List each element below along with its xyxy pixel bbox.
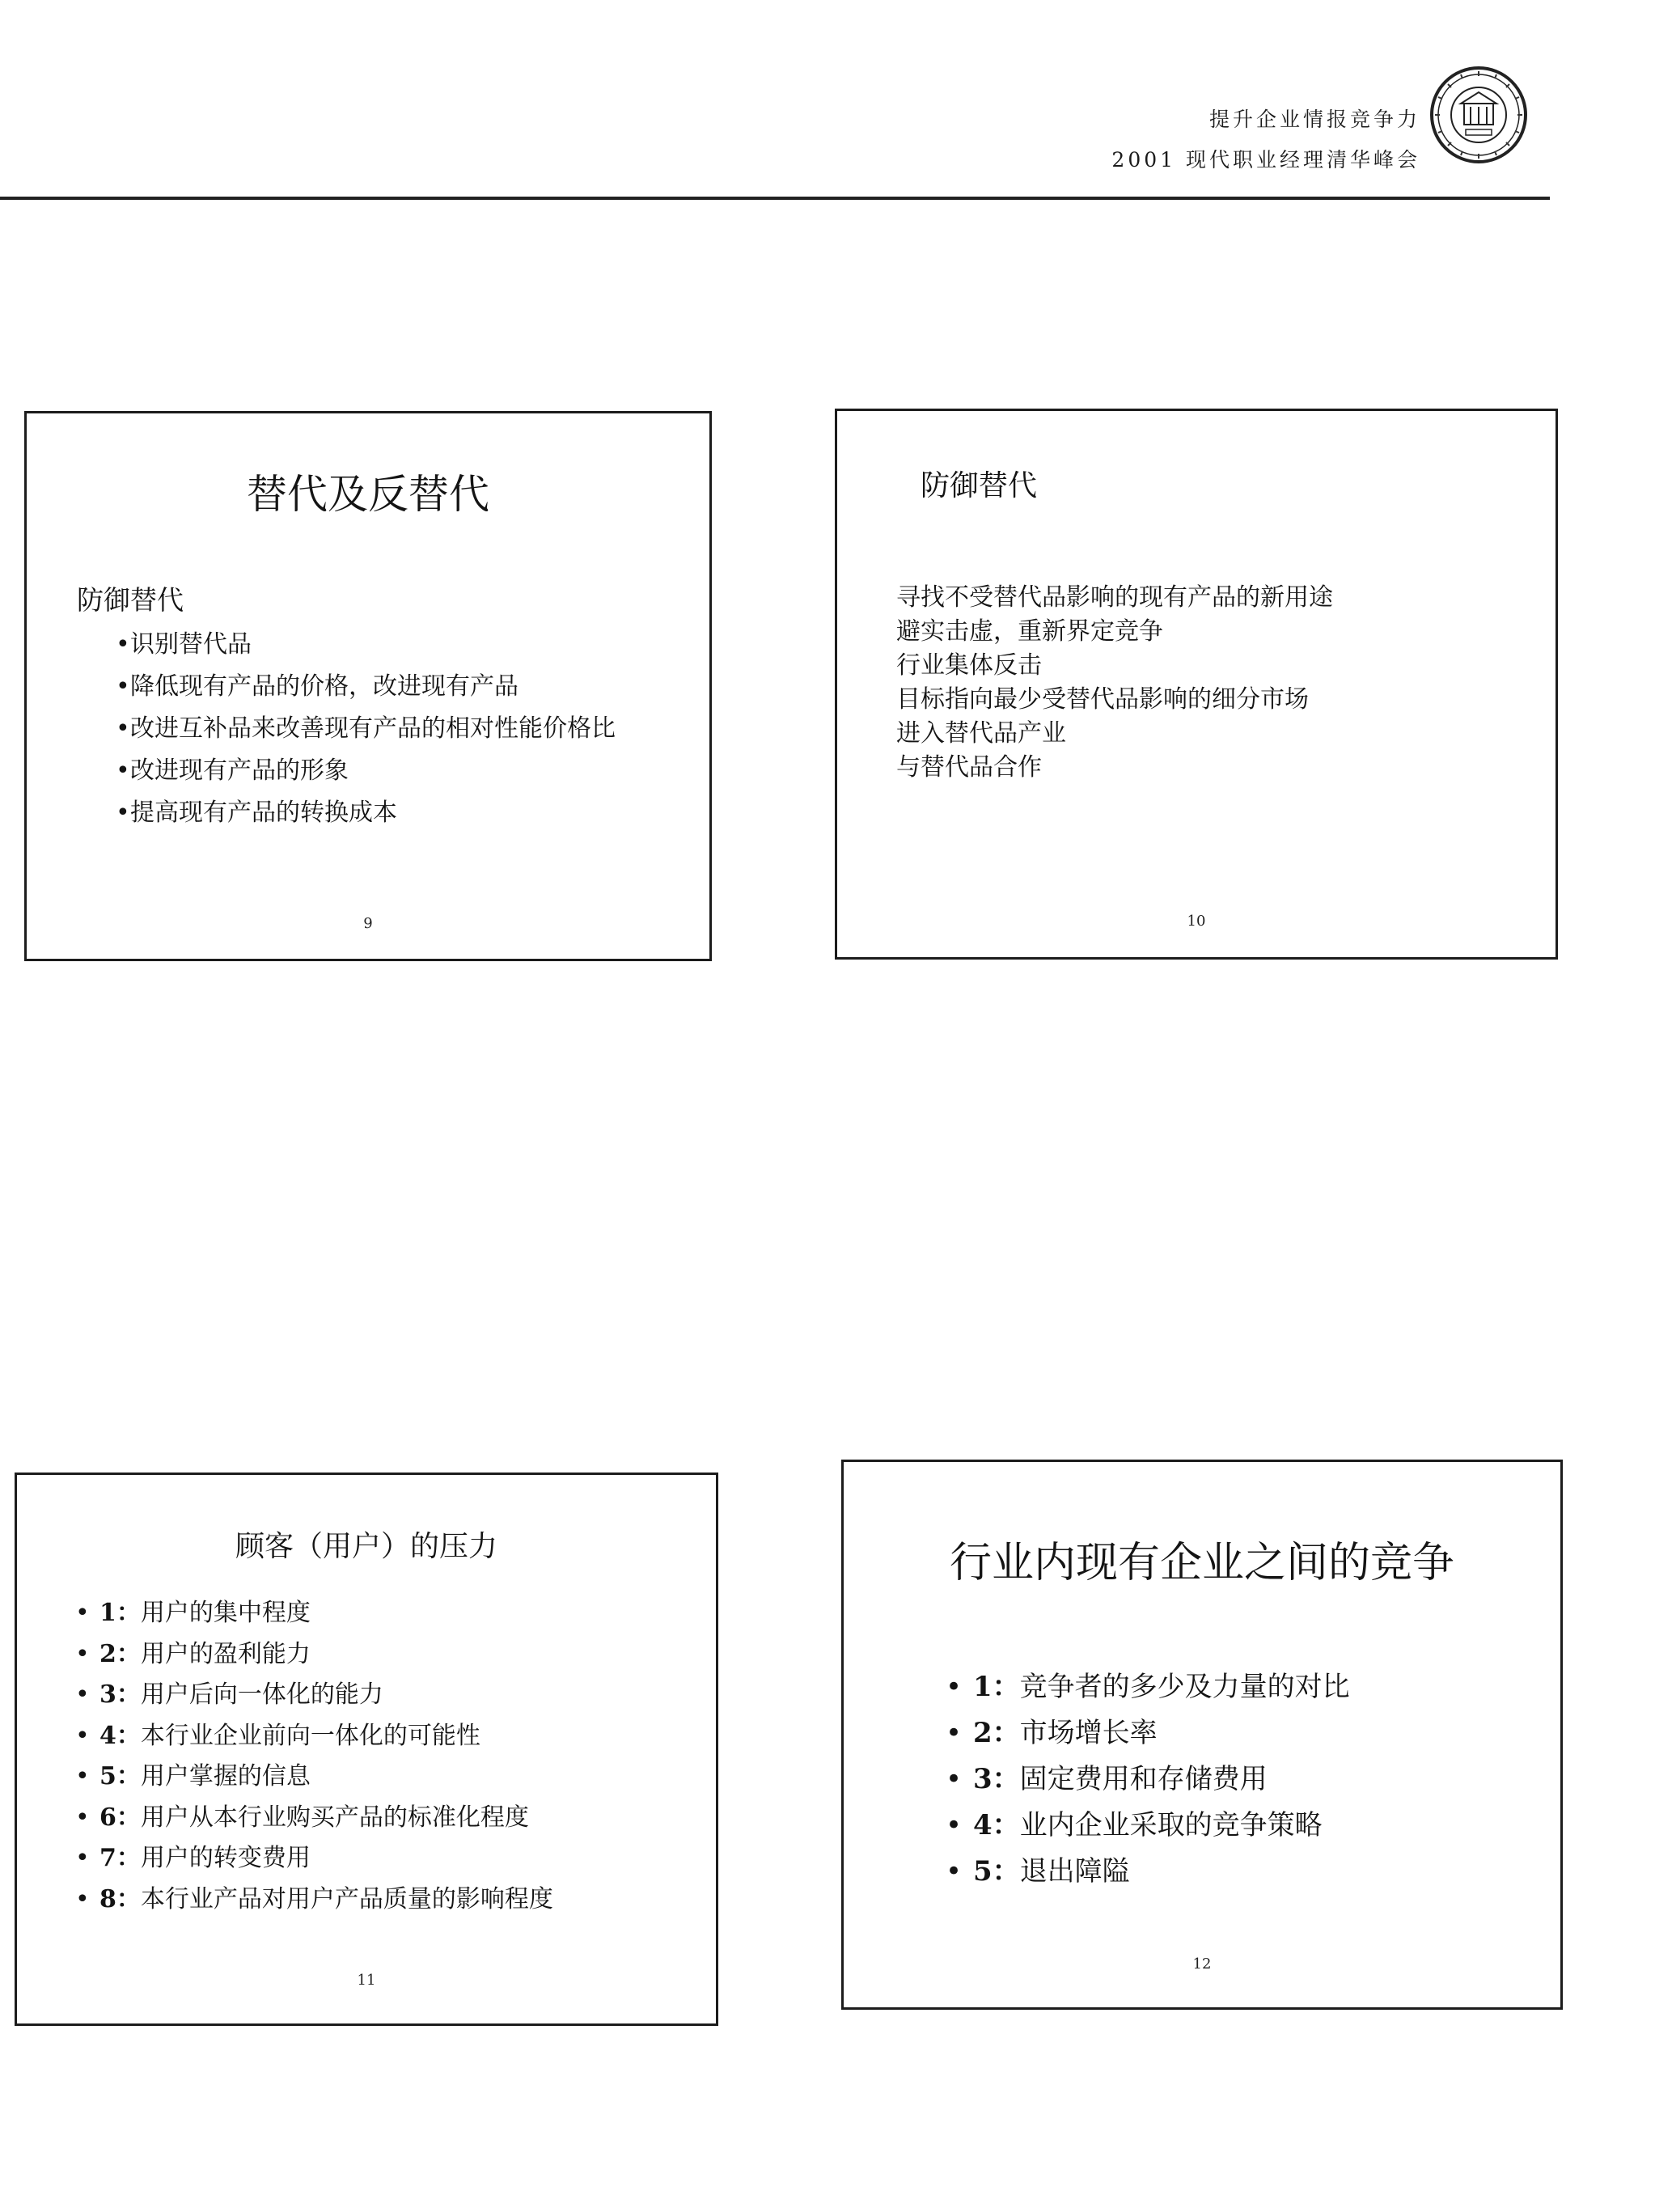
slide-number: 12 bbox=[1192, 1956, 1212, 1973]
slide-number: 11 bbox=[357, 1972, 376, 1989]
slide-number: 9 bbox=[363, 915, 373, 932]
list-item: • 2：用户的盈利能力 bbox=[75, 1639, 311, 1668]
slide-10 bbox=[835, 409, 1558, 960]
list-item: • 1：用户的集中程度 bbox=[75, 1599, 311, 1627]
numbered-list bbox=[75, 1593, 553, 1920]
list-item: •提高现有产品的转换成本 bbox=[116, 799, 397, 827]
list-item: • 5：用户掌握的信息 bbox=[75, 1762, 311, 1790]
header-divider bbox=[0, 197, 1550, 200]
list-item: •改进互补品来改善现有产品的相对性能价格比 bbox=[116, 714, 616, 743]
slide-heading: 防御替代 bbox=[77, 584, 184, 616]
list-item: 避实击虚，重新界定竞争 bbox=[896, 617, 1163, 646]
list-item: • 4：业内企业采取的竞争策略 bbox=[946, 1809, 1323, 1841]
slide-12 bbox=[841, 1460, 1563, 2010]
list-item: 目标指向最少受替代品影响的细分市场 bbox=[896, 685, 1309, 714]
list-item: 行业集体反击 bbox=[896, 651, 1042, 680]
university-seal-icon bbox=[1429, 65, 1529, 165]
slide-9 bbox=[24, 411, 712, 961]
bullet-list bbox=[116, 624, 616, 834]
slide-title: 顾客（用户）的压力 bbox=[235, 1530, 497, 1563]
slide-number: 10 bbox=[1187, 913, 1206, 930]
list-item: •改进现有产品的形象 bbox=[116, 756, 349, 785]
slide-title: 行业内现有企业之间的竞争 bbox=[949, 1539, 1454, 1587]
slide-title: 防御替代 bbox=[921, 469, 1038, 502]
slide-11 bbox=[15, 1473, 718, 2026]
list-item: •识别替代品 bbox=[116, 630, 252, 659]
list-item: • 4：本行业企业前向一体化的可能性 bbox=[75, 1721, 480, 1750]
list-item: • 3：用户后向一体化的能力 bbox=[75, 1680, 383, 1709]
list-item: • 5：退出障隘 bbox=[946, 1855, 1130, 1888]
list-item: 与替代品合作 bbox=[896, 753, 1042, 782]
list-item: • 8：本行业产品对用户产品质量的影响程度 bbox=[75, 1884, 553, 1913]
list-item: • 7：用户的转变费用 bbox=[75, 1844, 311, 1872]
list-item: • 3：固定费用和存储费用 bbox=[946, 1763, 1268, 1795]
slide-title: 替代及反替代 bbox=[247, 471, 489, 518]
list-item: 寻找不受替代品影响的现有产品的新用途 bbox=[896, 583, 1333, 612]
list-item: • 1：竞争者的多少及力量的对比 bbox=[946, 1671, 1350, 1703]
list-item: •降低现有产品的价格，改进现有产品 bbox=[116, 672, 519, 701]
header-subtitle: 2001 现代职业经理清华峰会 bbox=[1111, 148, 1420, 172]
numbered-list bbox=[946, 1664, 1350, 1895]
list-item: • 6：用户从本行业购买产品的标准化程度 bbox=[75, 1803, 529, 1832]
text-list bbox=[896, 581, 1333, 785]
list-item: • 2：市场增长率 bbox=[946, 1717, 1158, 1749]
header-title: 提升企业情报竞争力 bbox=[1208, 108, 1420, 131]
list-item: 进入替代品产业 bbox=[896, 719, 1066, 748]
